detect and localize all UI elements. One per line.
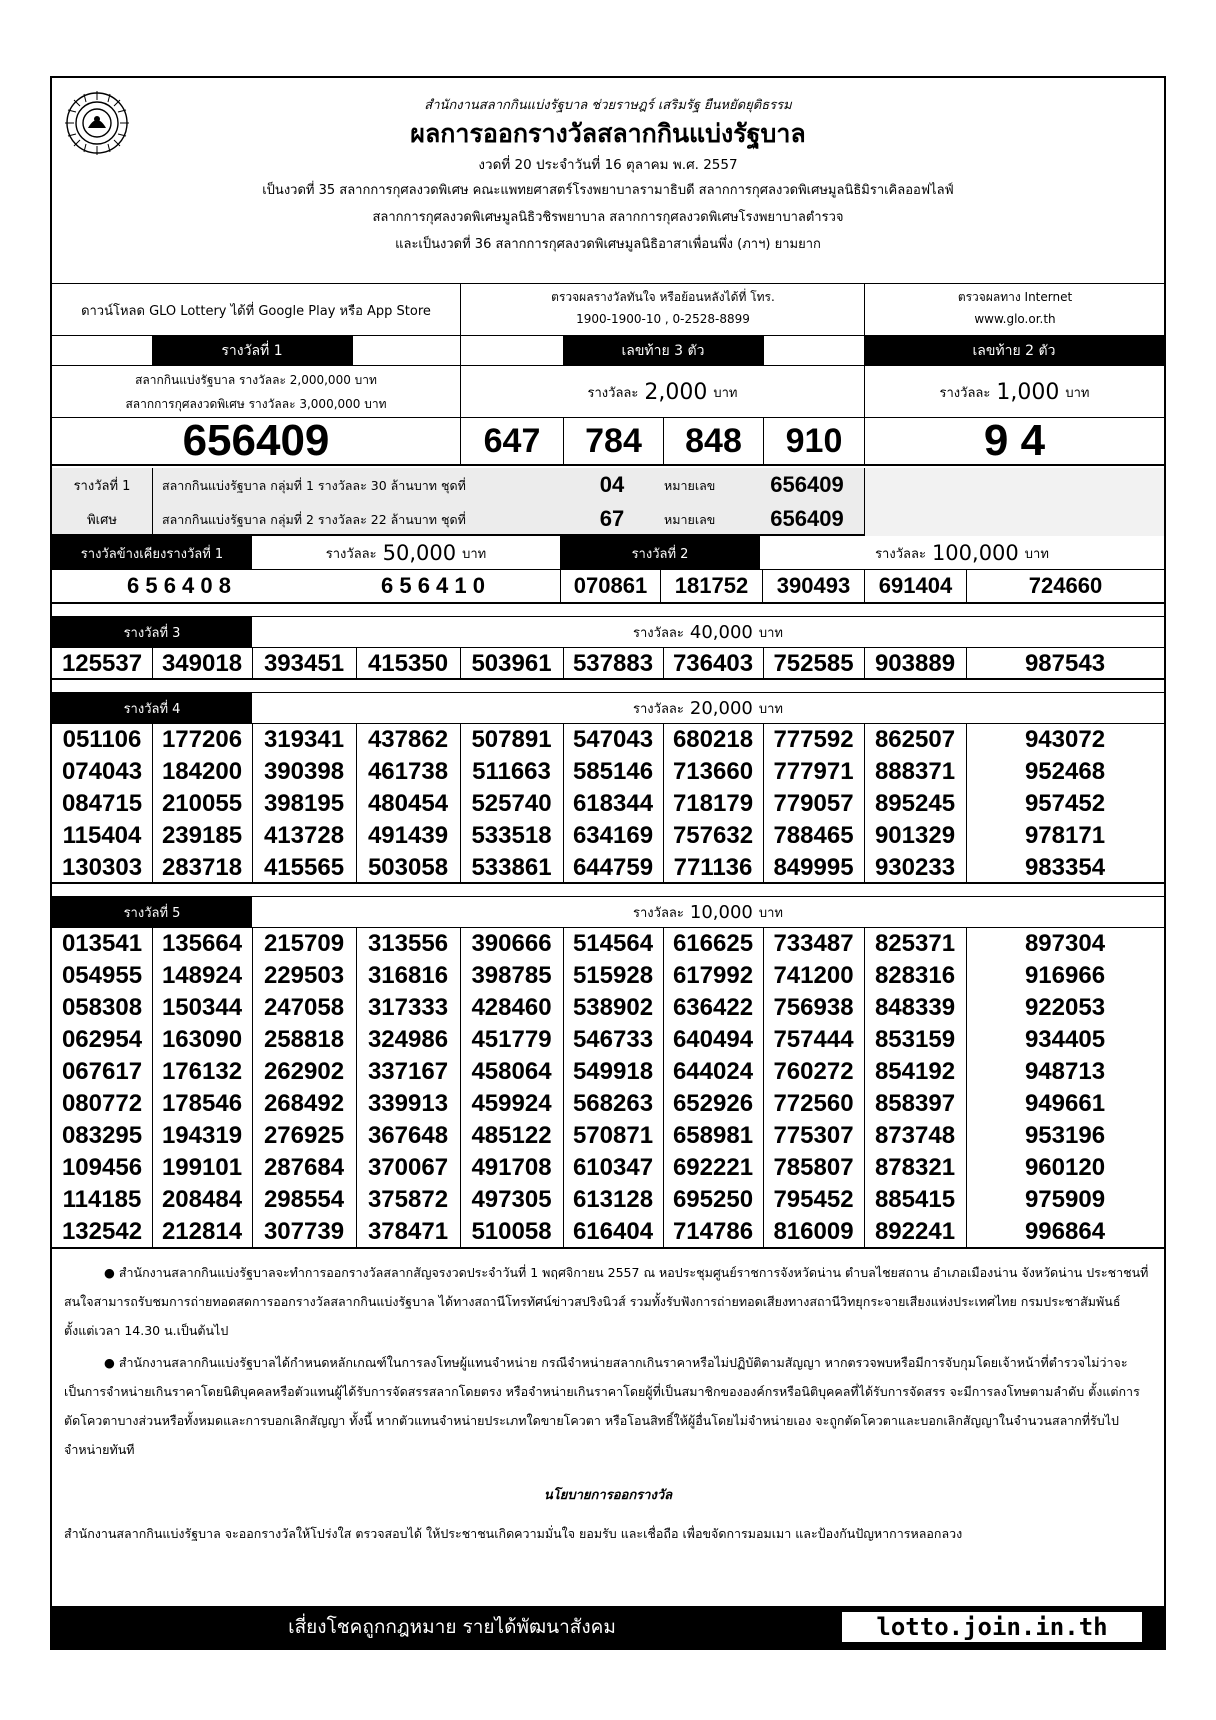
third-prize-column-divider [864, 648, 865, 680]
third-reward-prefix: รางวัลละ [633, 626, 684, 641]
fifth-prize-number: 756938 [773, 994, 854, 1021]
fifth-prize-number: 083295 [61, 1122, 143, 1149]
fourth-prize-number: 413728 [263, 822, 345, 849]
third-prize-number: 537883 [572, 650, 654, 677]
fifth-prize-number: 568263 [572, 1090, 654, 1117]
fifth-prize-number: 733487 [773, 930, 854, 957]
fifth-prize-number: 775307 [773, 1122, 854, 1149]
third-prize-column-divider [152, 648, 153, 680]
fifth-prize-number: 853159 [874, 1026, 956, 1053]
fourth-prize-number: 319341 [263, 726, 345, 753]
winning-numbers-row [52, 418, 1164, 466]
fifth-prize-number: 459924 [471, 1090, 552, 1117]
second-prize-number-3: 390493 [762, 570, 864, 602]
fifth-prize-number: 176132 [161, 1058, 243, 1085]
fifth-prize-number: 324986 [367, 1026, 449, 1053]
third-prize-header [52, 616, 1164, 648]
fifth-prize-number: 229503 [263, 962, 345, 989]
second-prize-number-2: 181752 [660, 570, 762, 602]
near-second-numbers [52, 570, 1164, 604]
fifth-prize-number: 873748 [874, 1122, 956, 1149]
fourth-prize-number: 051106 [62, 726, 142, 753]
prize-header-row [52, 336, 1164, 366]
third-prize-number: 415350 [367, 650, 449, 677]
third-prize-column-divider [663, 648, 664, 680]
fifth-prize-number: 287684 [263, 1154, 345, 1181]
fifth-prize-number: 549918 [572, 1058, 654, 1085]
fifth-prize-column-divider [864, 928, 865, 1248]
first-prize-desc-1: สลากกินแบ่งรัฐบาล รางวัลละ 2,000,000 บาท [135, 372, 377, 387]
third-prize-number: 903889 [874, 650, 956, 677]
fifth-prize-number: 390666 [471, 930, 552, 957]
prize-desc-row [52, 366, 1164, 418]
fifth-prize-number: 741200 [773, 962, 854, 989]
page-title: ผลการออกรางวัลสลากกินแบ่งรัฐบาล [410, 119, 806, 148]
fourth-reward-amount: 20,000 [689, 698, 753, 719]
second-prize-reward [760, 536, 1164, 570]
third-prize-number: 349018 [161, 650, 243, 677]
third-reward-unit: บาท [758, 626, 783, 641]
fifth-prize-number: 428460 [471, 994, 552, 1021]
fourth-prize-column-divider [763, 724, 764, 884]
fifth-prize-reward [252, 897, 1164, 928]
last2-reward-prefix: รางวัลละ [939, 385, 991, 401]
fifth-prize-column-divider [966, 928, 967, 1248]
near-first-reward-amount: 50,000 [382, 541, 457, 565]
fourth-prize-number: 777971 [773, 758, 854, 785]
fourth-prize-number: 115404 [62, 822, 142, 849]
footer-slogan: เสี่ยงโชคถูกกฎหมาย รายได้พัฒนาสังคม [288, 1616, 616, 1638]
first-prize-label: รางวัลที่ 1 [152, 336, 352, 366]
special-row-2-num-label: หมายเลข [664, 512, 716, 527]
charity-line-3: และเป็นงวดที่ 36 สลากการกุศลงวดพิเศษมูลนิธิอาสาเพื่อนพึ่ง (ภาฯ) ยามยาก [395, 237, 821, 252]
fifth-reward-amount: 10,000 [689, 902, 753, 923]
fifth-prize-number: 058308 [61, 994, 143, 1021]
third-prize-number: 987543 [1024, 650, 1106, 677]
special-label-2: พิเศษ [87, 512, 117, 528]
fifth-prize-number: 370067 [367, 1154, 449, 1181]
last2-reward-unit: บาท [1065, 385, 1090, 401]
fourth-prize-number: 184200 [161, 758, 243, 785]
third-prize-number: 393451 [263, 650, 345, 677]
charity-line-1: เป็นงวดที่ 35 สลากการกุศลงวดพิเศษ คณะแพทยศาสตร์โรงพยาบาลรามาธิบดี สลากการกุศลงวดพิเศษมูลนิธิมิราเคิลออฟไลฟ์ [262, 183, 954, 198]
fourth-reward-unit: บาท [758, 702, 783, 717]
fifth-prize-number: 692221 [672, 1154, 754, 1181]
fourth-prize-number: 779057 [773, 790, 854, 817]
fifth-prize-number: 695250 [672, 1186, 754, 1213]
fifth-prize-number: 714786 [672, 1218, 754, 1245]
fifth-prize-number: 953196 [1024, 1122, 1106, 1149]
fifth-prize-number: 080772 [61, 1090, 143, 1117]
fourth-prize-number: 491439 [367, 822, 449, 849]
fifth-prize-number: 316816 [367, 962, 449, 989]
policy-title: นโยบายการออกรางวัล [543, 1487, 673, 1503]
fourth-prize-number: 415565 [263, 854, 345, 881]
footer-bar [52, 1606, 1164, 1648]
fifth-prize-number: 313556 [367, 930, 449, 957]
fifth-prize-number: 163090 [161, 1026, 243, 1053]
fifth-prize-number: 616404 [572, 1218, 654, 1245]
second-reward-prefix: รางวัลละ [875, 546, 926, 562]
fifth-prize-number: 515928 [572, 962, 654, 989]
fourth-prize-number: 634169 [572, 822, 654, 849]
note-1 [64, 1258, 1154, 1345]
lottery-result-sheet [50, 76, 1166, 1650]
fourth-prize-number: 511663 [472, 758, 551, 785]
phone-numbers: 1900-1900-10 , 0-2528-8899 [576, 312, 750, 326]
fifth-prize-number: 109456 [61, 1154, 143, 1181]
special-row-2-desc: สลากกินแบ่งรัฐบาล กลุ่มที่ 2 รางวัลละ 22 ล้านบาท ชุดที่ [162, 512, 466, 527]
fourth-prize-column-divider [152, 724, 153, 884]
draw-date: งวดที่ 20 ประจำวันที่ 16 ตุลาคม พ.ศ. 2557 [478, 157, 738, 173]
fourth-prize-number: 585146 [572, 758, 654, 785]
special-row-1-desc: สลากกินแบ่งรัฐบาล กลุ่มที่ 1 รางวัลละ 30 ล้านบาท ชุดที่ [162, 478, 466, 493]
first-prize-number: 656409 [182, 416, 330, 465]
fifth-prize-number: 785807 [773, 1154, 854, 1181]
fifth-prize-number: 960120 [1024, 1154, 1106, 1181]
fifth-prize-number: 199101 [161, 1154, 243, 1181]
fifth-prize-number: 339913 [367, 1090, 449, 1117]
fourth-prize-column-divider [356, 724, 357, 884]
third-prize-number: 736403 [672, 650, 754, 677]
fifth-prize-number: 491708 [471, 1154, 552, 1181]
fourth-prize-number: 862507 [874, 726, 956, 753]
third-prize-column-divider [460, 648, 461, 680]
fourth-prize-number: 849995 [773, 854, 854, 881]
fourth-prize-number: 771136 [673, 854, 753, 881]
fifth-prize-number: 114185 [62, 1186, 142, 1213]
fifth-prize-number: 150344 [161, 994, 243, 1021]
third-prize-label: รางวัลที่ 3 [52, 617, 252, 648]
fourth-prize-number: 390398 [263, 758, 345, 785]
fifth-prize-grid [52, 928, 1164, 1249]
fourth-prize-column-divider [460, 724, 461, 884]
fifth-prize-number: 268492 [263, 1090, 345, 1117]
fourth-prize-number: 547043 [572, 726, 654, 753]
near-first-number-2: 6 5 6 4 1 0 [381, 573, 485, 598]
fifth-prize-number: 617992 [672, 962, 754, 989]
fifth-prize-number: 795452 [773, 1186, 854, 1213]
special-row-1-set: 04 [599, 472, 625, 497]
fifth-prize-number: 948713 [1024, 1058, 1106, 1085]
fourth-prize-number: 680218 [672, 726, 754, 753]
fifth-prize-number: 825371 [874, 930, 956, 957]
near-first-label: รางวัลข้างเคียงรางวัลที่ 1 [52, 536, 252, 570]
last3-reward-amount: 2,000 [644, 379, 708, 405]
fourth-prize-number: 713660 [672, 758, 754, 785]
third-prize-column-divider [252, 648, 253, 680]
fifth-prize-number: 546733 [572, 1026, 654, 1053]
fifth-reward-unit: บาท [758, 906, 783, 921]
fourth-prize-column-divider [864, 724, 865, 884]
phone-title: ตรวจผลรางวัลทันใจ หรือย้อนหลังได้ที่ โทร. [551, 289, 775, 304]
fifth-prize-number: 307739 [263, 1218, 345, 1245]
fourth-prize-number: 930233 [874, 854, 956, 881]
fifth-prize-header [52, 896, 1164, 928]
fifth-prize-number: 067617 [61, 1058, 143, 1085]
second-reward-unit: บาท [1024, 546, 1049, 562]
special-row-1-number: 656409 [770, 472, 844, 497]
fifth-prize-number: 262902 [263, 1058, 345, 1085]
fifth-prize-number: 570871 [572, 1122, 654, 1149]
fifth-prize-number: 054955 [61, 962, 143, 989]
second-prize-number-4: 691404 [864, 570, 966, 602]
fifth-prize-number: 757444 [773, 1026, 854, 1053]
special-row-1-num-label: หมายเลข [664, 478, 716, 493]
fifth-prize-number: 258818 [263, 1026, 345, 1053]
fifth-prize-number: 640494 [672, 1026, 754, 1053]
fourth-prize-number: 480454 [367, 790, 449, 817]
last3-number-2: 784 [563, 418, 663, 464]
fourth-prize-number: 895245 [874, 790, 956, 817]
fourth-prize-number: 177206 [161, 726, 243, 753]
third-prize-number: 125537 [61, 650, 143, 677]
fifth-prize-number: 848339 [874, 994, 956, 1021]
fourth-prize-number: 718179 [672, 790, 754, 817]
fifth-prize-number: 934405 [1024, 1026, 1106, 1053]
internet-title: ตรวจผลทาง Internet [957, 289, 1073, 304]
fifth-prize-number: 892241 [874, 1218, 956, 1245]
special-row-2-number: 656409 [770, 506, 844, 531]
fifth-prize-number: 949661 [1024, 1090, 1106, 1117]
fifth-prize-number: 916966 [1024, 962, 1106, 989]
fifth-prize-column-divider [356, 928, 357, 1248]
fifth-prize-number: 613128 [572, 1186, 654, 1213]
org-line: สำนักงานสลากกินแบ่งรัฐบาล ช่วยราษฎร์ เสริมรัฐ ยืนหยัดยุติธรรม [424, 98, 792, 113]
fifth-prize-number: 212814 [161, 1218, 243, 1245]
fourth-prize-number: 943072 [1024, 726, 1106, 753]
fourth-prize-header [52, 692, 1164, 724]
fourth-prize-number: 503058 [367, 854, 449, 881]
fifth-prize-number: 375872 [367, 1186, 449, 1213]
fifth-prize-number: 858397 [874, 1090, 956, 1117]
fourth-prize-number: 210055 [161, 790, 243, 817]
fourth-prize-number: 074043 [61, 758, 143, 785]
fifth-prize-number: 458064 [471, 1058, 552, 1085]
fifth-prize-number: 772560 [773, 1090, 854, 1117]
download-text: ดาวน์โหลด GLO Lottery ได้ที่ Google Play หรือ App Store [81, 303, 431, 319]
fifth-prize-number: 760272 [773, 1058, 854, 1085]
last2-label: เลขท้าย 2 ตัว [864, 336, 1164, 366]
fifth-prize-number: 828316 [874, 962, 956, 989]
third-prize-grid [52, 648, 1164, 680]
last2-number: 9 4 [864, 418, 1164, 464]
fourth-prize-number: 437862 [367, 726, 449, 753]
fourth-prize-grid [52, 724, 1164, 884]
last3-reward [460, 366, 864, 418]
last3-label: เลขท้าย 3 ตัว [563, 336, 763, 366]
fifth-prize-number: 510058 [471, 1218, 552, 1245]
third-prize-number: 752585 [773, 650, 854, 677]
third-prize-column-divider [563, 648, 564, 680]
fifth-prize-number: 996864 [1024, 1218, 1106, 1245]
fifth-prize-number: 208484 [161, 1186, 243, 1213]
last2-reward [864, 366, 1164, 418]
info-row [52, 284, 1164, 336]
fifth-prize-number: 013541 [61, 930, 143, 957]
third-reward-amount: 40,000 [689, 622, 753, 643]
third-prize-column-divider [763, 648, 764, 680]
fifth-prize-number: 062954 [61, 1026, 143, 1053]
fifth-prize-number: 497305 [471, 1186, 552, 1213]
near-first-number-1: 6 5 6 4 0 8 [127, 573, 231, 598]
fourth-prize-number: 525740 [471, 790, 552, 817]
fourth-prize-number: 533518 [471, 822, 552, 849]
fifth-prize-number: 922053 [1024, 994, 1106, 1021]
second-reward-amount: 100,000 [931, 541, 1019, 565]
fourth-prize-number: 952468 [1024, 758, 1106, 785]
fifth-prize-number: 398785 [471, 962, 552, 989]
charity-line-2: สลากการกุศลงวดพิเศษมูลนิธิวชิรพยาบาล สลากการกุศลงวดพิเศษโรงพยาบาลตำรวจ [372, 210, 844, 225]
fourth-prize-number: 978171 [1024, 822, 1106, 849]
fifth-prize-column-divider [460, 928, 461, 1248]
fourth-prize-label: รางวัลที่ 4 [52, 693, 252, 724]
last3-number-4: 910 [763, 418, 864, 464]
last3-reward-unit: บาท [713, 385, 738, 401]
note-2 [64, 1348, 1154, 1464]
fifth-prize-number: 132542 [61, 1218, 143, 1245]
fourth-reward-prefix: รางวัลละ [633, 702, 684, 717]
note-1-text: ● สำนักงานสลากกินแบ่งรัฐบาลจะทำการออกรางวัลสลากสัญจรงวดประจำวันที่ 1 พฤศจิกายน 2557 ณ หอประชุมศูนย์ราชการจังหวัดน่าน ตำบลไชยสถาน อำเภอเมืองน่าน จังหวัดน่าน ประชาชนที่สนใจสามารถรับชมการถ่ายทอดสดการออกรางวัลสลากกินแบ่งรัฐบาล ได้ทางสถานีโทรทัศน์ข่าวสปริงนิวส์ รวมทั้งรับฟังการถ่ายทอดเสียงทางสถานีวิทยุกระจายเสียงแห่งประเทศไทย กรมประชาสัมพันธ์ ตั้งแต่เวลา 14.30 น.เป็นต้นไป [64, 1265, 1149, 1338]
near-first-reward-unit: บาท [462, 546, 487, 562]
fourth-prize-number: 239185 [161, 822, 243, 849]
fifth-prize-number: 610347 [572, 1154, 654, 1181]
second-prize-number-5: 724660 [966, 570, 1164, 602]
fourth-prize-number: 130303 [61, 854, 143, 881]
fourth-prize-column-divider [252, 724, 253, 884]
fifth-prize-number: 378471 [367, 1218, 449, 1245]
fifth-prize-number: 135664 [161, 930, 243, 957]
third-prize-column-divider [356, 648, 357, 680]
last3-reward-prefix: รางวัลละ [587, 385, 639, 401]
fifth-prize-number: 878321 [874, 1154, 956, 1181]
fifth-prize-number: 514564 [572, 930, 654, 957]
fifth-prize-number: 178546 [161, 1090, 243, 1117]
fifth-prize-number: 616625 [672, 930, 754, 957]
header [52, 78, 1164, 284]
fourth-prize-reward [252, 693, 1164, 724]
fifth-prize-number: 148924 [161, 962, 243, 989]
fourth-prize-number: 957452 [1024, 790, 1106, 817]
note-2-text: ● สำนักงานสลากกินแบ่งรัฐบาลได้กำหนดหลักเกณฑ์ในการลงโทษผู้แทนจำหน่าย กรณีจำหน่ายสลากเกินราคาหรือไม่ปฏิบัติตามสัญญา หากตรวจพบหรือมีการจับกุมโดยเจ้าหน้าที่ตำรวจไม่ว่าจะเป็นการจำหน่ายเกินราคาโดยนิติบุคคลหรือตัวแทนผู้ได้รับการจัดสรรสลากโดยตรง หรือจำหน่ายเกินราคาโดยผู้ที่เป็นสมาชิกขององค์กรหรือนิติบุคคลที่ได้รับการจัดสรร จะมีการลงโทษตามลำดับ ตั้งแต่การตัดโควตาบางส่วนหรือทั้งหมดและการบอกเลิกสัญญา ทั้งนี้ หากตัวแทนจำหน่ายประเภทใดขายโควตา หรือโอนสิทธิ์ให้ผู้อื่นโดยไม่จำหน่ายเอง จะถูกตัดโควตาและบอกเลิกสัญญาในจำนวนสลากที่รับไปจำหน่ายทันที [64, 1355, 1140, 1457]
last2-reward-amount: 1,000 [996, 379, 1060, 405]
fifth-prize-column-divider [152, 928, 153, 1248]
fifth-prize-number: 337167 [367, 1058, 449, 1085]
fourth-prize-column-divider [563, 724, 564, 884]
special-first-prize [52, 468, 1164, 536]
fourth-prize-number: 507891 [471, 726, 552, 753]
fifth-prize-number: 485122 [471, 1122, 552, 1149]
policy-text: สำนักงานสลากกินแบ่งรัฐบาล จะออกรางวัลให้โปร่งใส ตรวจสอบได้ ให้ประชาชนเกิดความมั่นใจ ยอมรับ และเชื่อถือ เพื่อขจัดการมอมเมา และป้องกันปัญหาการหลอกลวง [64, 1526, 963, 1541]
fifth-prize-number: 652926 [672, 1090, 754, 1117]
fifth-reward-prefix: รางวัลละ [633, 906, 684, 921]
special-row-2-set: 67 [599, 506, 625, 531]
fourth-prize-number: 618344 [572, 790, 654, 817]
near-second-header [52, 536, 1164, 570]
fifth-prize-number: 538902 [572, 994, 654, 1021]
footer-site-link[interactable]: lotto.join.in.th [842, 1612, 1142, 1642]
fourth-prize-number: 461738 [367, 758, 449, 785]
special-label-1: รางวัลที่ 1 [73, 478, 131, 494]
fifth-prize-number: 816009 [773, 1218, 854, 1245]
last3-number-1: 647 [460, 418, 563, 464]
fifth-prize-number: 658981 [672, 1122, 754, 1149]
fourth-prize-number: 788465 [773, 822, 854, 849]
fourth-prize-number: 757632 [672, 822, 754, 849]
fourth-prize-number: 533861 [471, 854, 552, 881]
fifth-prize-number: 644024 [672, 1058, 754, 1085]
fifth-prize-number: 317333 [367, 994, 449, 1021]
second-prize-number-1: 070861 [560, 570, 660, 602]
fourth-prize-column-divider [966, 724, 967, 884]
fifth-prize-column-divider [252, 928, 253, 1248]
fifth-prize-number: 975909 [1024, 1186, 1106, 1213]
internet-url[interactable]: www.glo.or.th [974, 312, 1056, 326]
fourth-prize-number: 283718 [161, 854, 243, 881]
near-first-reward-prefix: รางวัลละ [325, 546, 377, 562]
fourth-prize-number: 901329 [874, 822, 956, 849]
fourth-prize-number: 398195 [263, 790, 345, 817]
last3-number-3: 848 [663, 418, 763, 464]
first-prize-desc-2: สลากการกุศลงวดพิเศษ รางวัลละ 3,000,000 บาท [125, 396, 387, 411]
near-first-reward [252, 536, 560, 570]
fourth-prize-number: 983354 [1024, 854, 1106, 881]
third-prize-column-divider [966, 648, 967, 680]
third-prize-reward [252, 617, 1164, 648]
fifth-prize-label: รางวัลที่ 5 [52, 897, 252, 928]
fifth-prize-number: 885415 [874, 1186, 956, 1213]
fifth-prize-number: 451779 [471, 1026, 552, 1053]
fifth-prize-number: 636422 [672, 994, 754, 1021]
fifth-prize-number: 215709 [263, 930, 345, 957]
fifth-prize-number: 276925 [263, 1122, 345, 1149]
fifth-prize-number: 247058 [263, 994, 345, 1021]
third-prize-number: 503961 [471, 650, 552, 677]
second-prize-label: รางวัลที่ 2 [560, 536, 760, 570]
fourth-prize-number: 888371 [874, 758, 956, 785]
fifth-prize-number: 194319 [161, 1122, 243, 1149]
fifth-prize-number: 367648 [367, 1122, 449, 1149]
fifth-prize-column-divider [663, 928, 664, 1248]
fifth-prize-column-divider [563, 928, 564, 1248]
fourth-prize-number: 084715 [61, 790, 143, 817]
fourth-prize-number: 777592 [773, 726, 854, 753]
fifth-prize-number: 897304 [1024, 930, 1106, 957]
fourth-prize-column-divider [663, 724, 664, 884]
fifth-prize-number: 854192 [874, 1058, 956, 1085]
fifth-prize-column-divider [763, 928, 764, 1248]
fifth-prize-number: 298554 [263, 1186, 345, 1213]
fourth-prize-number: 644759 [572, 854, 654, 881]
